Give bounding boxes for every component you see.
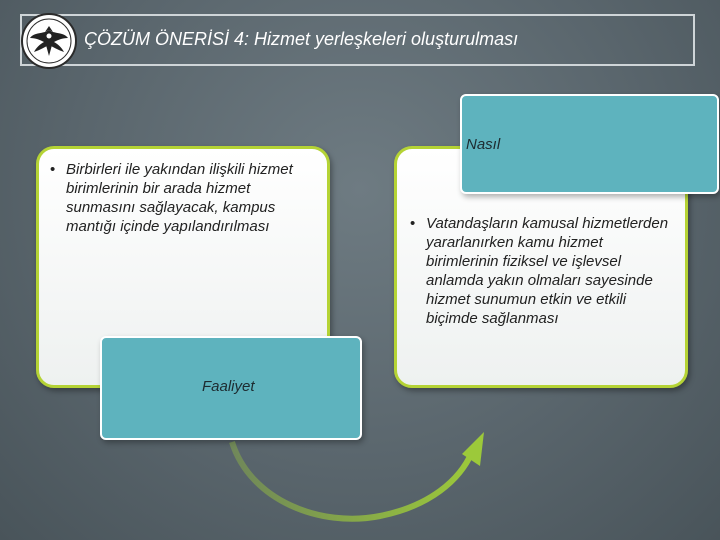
activity-label: Faaliyet [202, 378, 255, 395]
page-title: ÇÖZÜM ÖNERİSİ 4: Hizmet yerleşkeleri oluşturulması [84, 29, 519, 49]
bullet-icon: • [410, 215, 416, 232]
justification-text-content: Vatandaşların kamusal hizmetlerden yararlanırken kamu hizmet birimlerinin fiziksel ve işlevsel anlamda yakın olmaları sayesinde hizmet sunumun etkin ve etkili biçimde sağlanması [426, 215, 669, 327]
description-text-content: Birbirleri ile yakından ilişkili hizmet birimlerinin bir arada hizmet sunmasını sağlayacak, kampus mantığı içinde yapılandırılması [66, 161, 293, 235]
how-label: Nasıl [466, 136, 501, 153]
bullet-icon: • [50, 161, 56, 178]
